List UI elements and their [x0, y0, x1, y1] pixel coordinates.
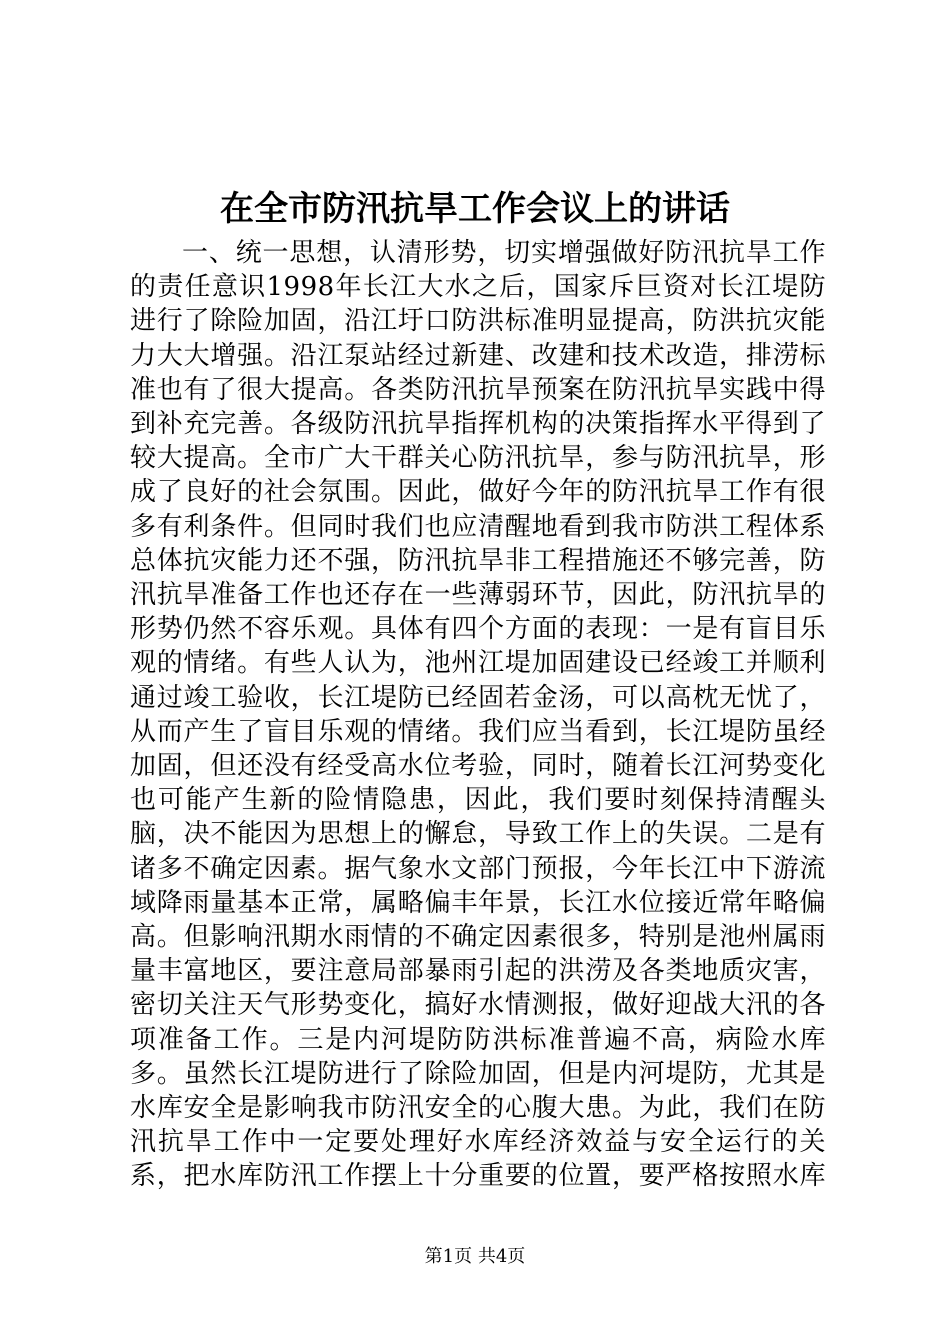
document-body-paragraph: 一、统一思想，认清形势，切实增强做好防汛抗旱工作的责任意识1998年长江大水之后，国家斥巨资对长江堤防进行了除险加固，沿江圩口防洪标准明显提高，防洪抗灾能力大大增强。沿江泵站经过新建、改建和技术改造，排涝标准也有了很大提高。各类防汛抗旱预案在防汛抗旱实践中得到补充完善。各级防汛抗旱指挥机构的决策指挥水平得到了较大提高。全市广大干群关心防汛抗旱，参与防汛抗旱，形成了良好的社会氛围。因此，做好今年的防汛抗旱工作有很多有利条件。但同时我们也应清醒地看到我市防洪工程体系总体抗灾能力还不强，防汛抗旱非工程措施还不够完善，防汛抗旱准备工作也还存在一些薄弱环节，因此，防汛抗旱的形势仍然不容乐观。具体有四个方面的表现：一是有盲目乐观的情绪。有些人认为，池州江堤加固建设已经竣工并顺利通过竣工验收，长江堤防已经固若金汤，可以高枕无忧了，从而产生了盲目乐观的情绪。我们应当看到，长江堤防虽经加固，但还没有经受高水位考验，同时，随着长江河势变化也可能产生新的险情隐患，因此，我们要时刻保持清醒头脑，决不能因为思想上的懈怠，导致工作上的失误。二是有诸多不确定因素。据气象水文部门预报，今年长江中下游流域降雨量基本正常，属略偏丰年景，长江水位接近常年略偏高。但影响汛期水雨情的不确定因素很多，特别是池州属雨量丰富地区，要注意局部暴雨引起的洪涝及各类地质灾害，密切关注天气形势变化，搞好水情测报，做好迎战大汛的各项准备工作。三是内河堤防防洪标准普遍不高，病险水库多。虽然长江堤防进行了除险加固，但是内河堤防，尤其是水库安全是影响我市防汛安全的心腹大患。为此，我们在防汛抗旱工作中一定要处理好水库经济效益与安全运行的关系，把水库防汛工作摆上十分重要的位置，要严格按照水库	[130, 238, 826, 1192]
document-title: 在全市防汛抗旱工作会议上的讲话	[220, 189, 730, 229]
page-number-footer: 第1页 共4页	[424, 1246, 526, 1267]
